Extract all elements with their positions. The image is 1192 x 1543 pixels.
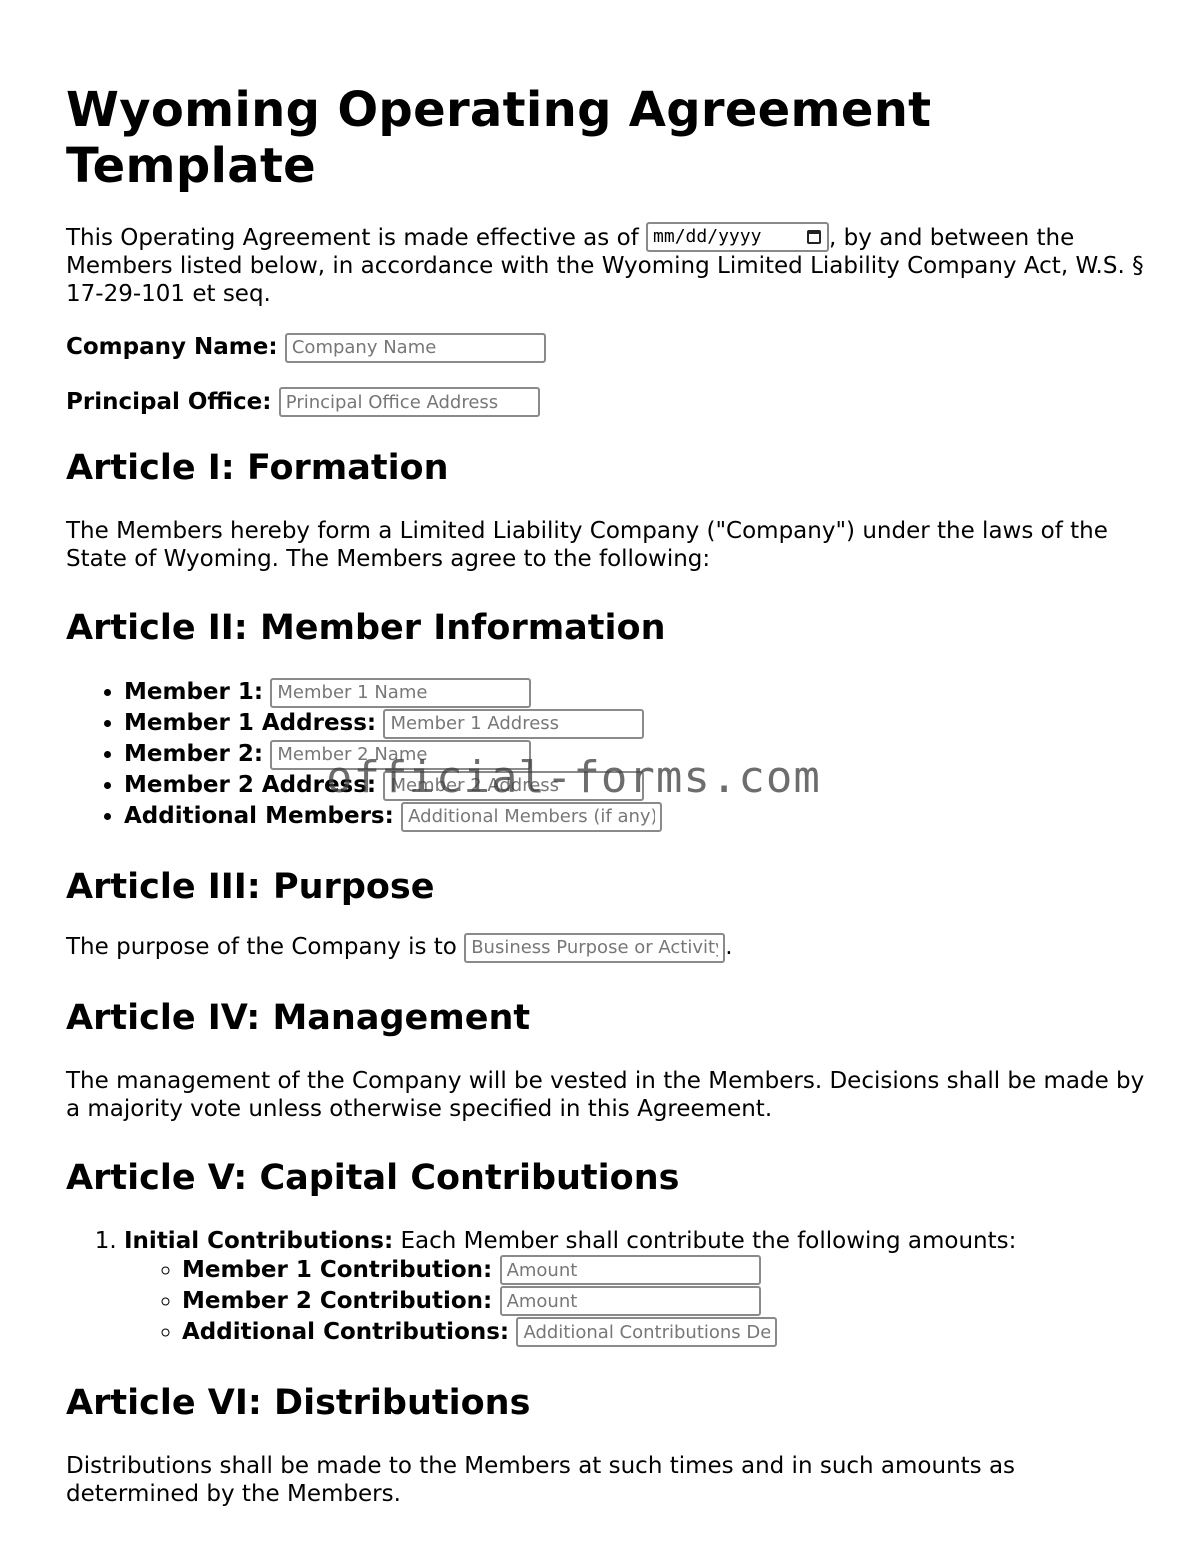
purpose-text-after: . (725, 934, 733, 960)
additional-members-label: Additional Members: (124, 803, 394, 829)
watermark-text: official-forms.com (326, 752, 821, 803)
member-2-address-input[interactable] (383, 771, 644, 801)
article-2-heading: Article II: Member Information (66, 608, 666, 648)
member-1-contribution-input[interactable] (500, 1255, 761, 1285)
company-name-row (66, 332, 1146, 363)
list-item (124, 677, 1146, 708)
member-2-contribution-input[interactable] (500, 1286, 761, 1316)
principal-office-input[interactable] (279, 387, 540, 417)
list-item (182, 1286, 1146, 1317)
member-2-address-label: Member 2 Address: (124, 772, 377, 798)
list-item (124, 1227, 1146, 1348)
date-placeholder: mm/dd/yyyy (653, 225, 762, 247)
intro-paragraph (66, 224, 1146, 308)
member-info-list (66, 677, 1146, 832)
article-4-text: The management of the Company will be vested in the Members. Decisions shall be made by a majority vote unless otherwise specified in this Agreement. (66, 1067, 1145, 1122)
additional-members-input[interactable] (401, 802, 662, 832)
purpose-text-before: The purpose of the Company is to (66, 934, 465, 960)
article-1-text: The Members hereby form a Limited Liability Company ("Company") under the laws of the State of Wyoming. The Members agree to the following: (66, 518, 1108, 572)
article-3-heading: Article III: Purpose (66, 867, 435, 907)
list-item (182, 1255, 1146, 1286)
member-1-contribution-label: Member 1 Contribution: (182, 1256, 493, 1283)
additional-contributions-input[interactable] (516, 1317, 777, 1347)
list-item (182, 1317, 1146, 1348)
article-1-heading: Article I: Formation (66, 448, 449, 488)
member-1-address-label: Member 1 Address: (124, 710, 377, 736)
member-1-name-input[interactable] (270, 678, 531, 708)
list-item (124, 770, 1146, 801)
article-3-purpose-row (66, 932, 1146, 963)
company-name-input[interactable] (285, 333, 546, 363)
member-2-label: Member 2: (124, 741, 264, 767)
member-1-label: Member 1: (124, 679, 264, 705)
article-5-heading: Article V: Capital Contributions (66, 1157, 680, 1198)
principal-office-label: Principal Office: (66, 388, 272, 415)
contributions-sublist (124, 1255, 1146, 1348)
article-4-heading: Article IV: Management (66, 997, 531, 1038)
business-purpose-input[interactable] (464, 933, 725, 963)
article-6-heading: Article VI: Distributions (66, 1382, 531, 1423)
list-item (124, 801, 1146, 832)
document-page (66, 82, 1146, 1508)
initial-contributions-label: Initial Contributions: (124, 1227, 394, 1254)
member-2-contribution-label: Member 2 Contribution: (182, 1287, 493, 1314)
article-6-text: Distributions shall be made to the Members at such times and in such amounts as determined by the Members. (66, 1452, 1016, 1507)
company-name-label: Company Name: (66, 334, 278, 360)
document-title: Wyoming Operating Agreement Template (66, 82, 932, 194)
initial-contributions-text: Each Member shall contribute the following amounts: (393, 1227, 1017, 1254)
member-2-name-input[interactable] (270, 740, 531, 770)
additional-contributions-label: Additional Contributions: (182, 1318, 510, 1345)
principal-office-row (66, 387, 1146, 418)
capital-contributions-list (66, 1227, 1146, 1348)
list-item (124, 708, 1146, 739)
effective-date-input[interactable] (646, 222, 829, 252)
calendar-icon[interactable] (807, 230, 821, 244)
list-item (124, 739, 1146, 770)
intro-text-before: This Operating Agreement is made effective as of (66, 225, 647, 251)
intro-text-after: , by and between the Members listed below, in accordance with the Wyoming Limited Liability Company Act, W.S. § 17-29-101 et seq. (66, 225, 1144, 307)
member-1-address-input[interactable] (383, 709, 644, 739)
